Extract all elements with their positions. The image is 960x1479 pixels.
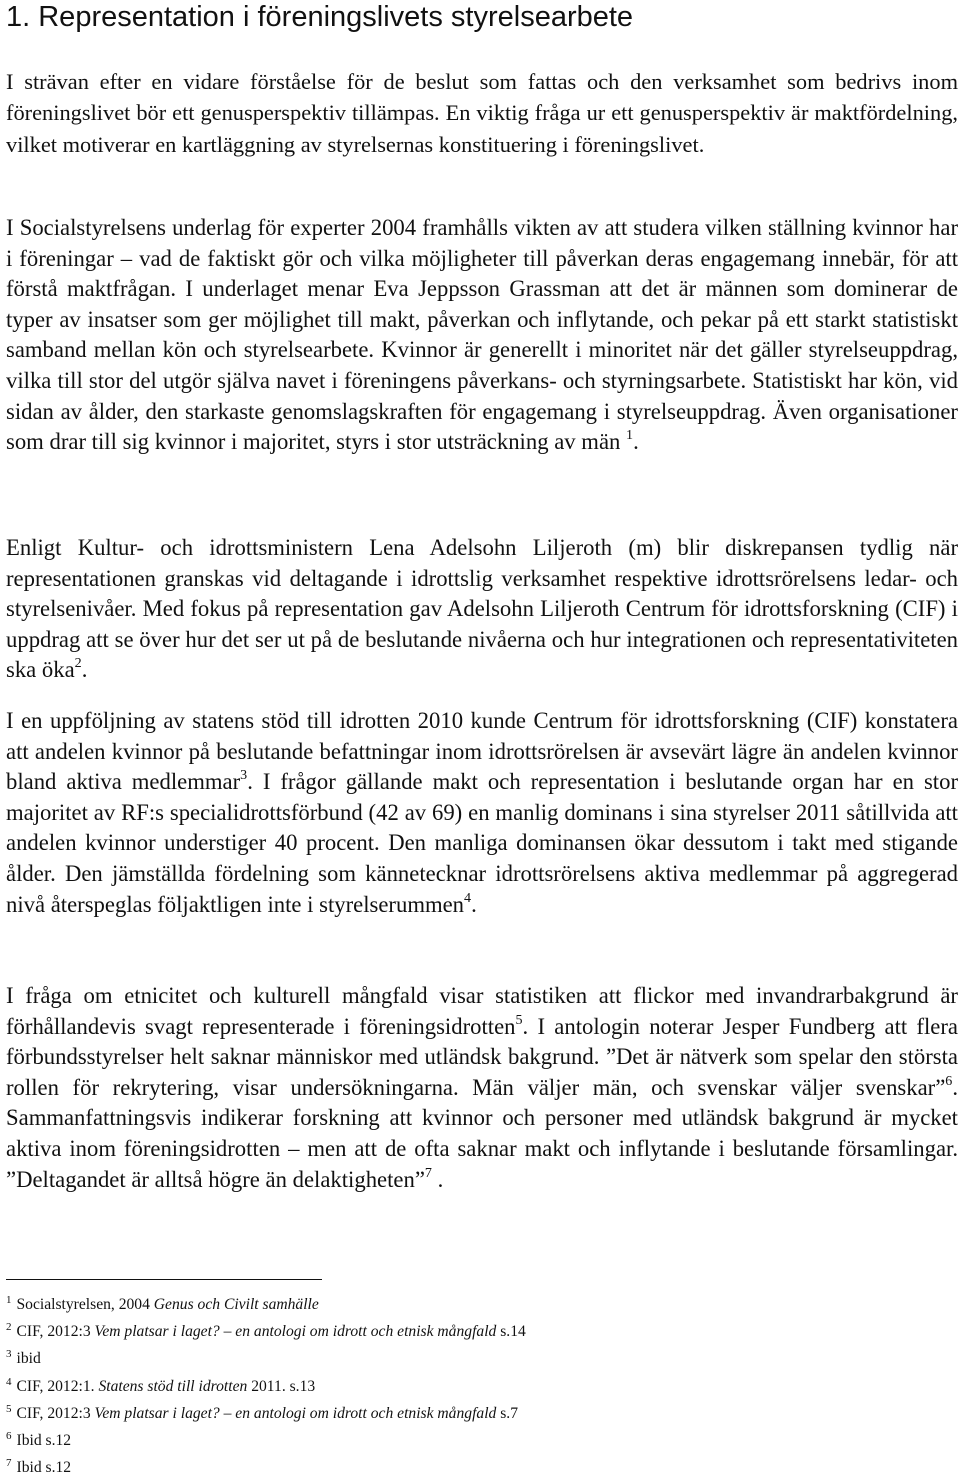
footnote-item: $^1$ Socialstyrelsen, 2004 Genus och Civilt samhälle <box>6 1294 319 1313</box>
footnote-number: 6 <box>6 1430 12 1443</box>
paragraph-uppfoljning: I en uppföljning av statens stöd till idrotten 2010 kunde Centrum för idrottsforskning (CIF) konstatera att andelen kvinnor på beslutande befattningar inom idrottsrörelsen är avsevärt lägre än andelen kvinnor bland aktiva medlemmar$^3$. I frågor gällande makt och representation i beslutande organ har en stor majoritet av RF:s specialidrottsförbund (42 av 69) en manlig dominans i sina styrelser 2011 såtillvida att andelen kvinnor understiger 40 procent. Den manliga dominansen ökar dessutom i takt med stigande ålder. Den jämställda fördelning som kännetecknar idrottsrörelsens aktiva medlemmar på aggregerad nivå återspeglas följaktligen inte i styrelserummen$^4$. <box>6 708 959 917</box>
footnote-ref-3[interactable]: 3 <box>240 767 248 784</box>
paragraph-socialstyrelsen: I Socialstyrelsens underlag för experter 2004 framhålls vikten av att studera vilken ställning kvinnor har i föreningar – vad de faktiskt gör och vilka möjligheter till påverkan deras engagemang innebär, för att förstå maktfrågan. I underlaget menar Eva Jeppsson Grassman att det är männen som dominerar de typer av insatser som ger möjlighet till makt, påverkan och inflytande, och pekar på ett starkt statistiskt samband mellan kön och styrelsearbete. Kvinnor är generellt i minoritet när det gäller styrelseuppdrag, vilka till stor del utgör själva navet i föreningens påverkans- och styrningsarbete. Statistiskt har kön, vid sidan av ålder, den starkaste genomslagskraften för engagemang i styrelseuppdrag. Även organisationer som drar till sig kvinnor i majoritet, styrs i stor utsträckning av män $^1$. <box>6 215 958 455</box>
paragraph-adelsohn: Enligt Kultur- och idrottsministern Lena Adelsohn Liljeroth (m) blir diskrepansen tydlig när representationen granskas vid deltagande i idrottslig verksamhet respektive idrottsrörelsens ledar- och styrelsenivåer. Med fokus på representation gav Adelsohn Liljeroth Centrum för idrottsforskning (CIF) i uppdrag att se över hur det ser ut på de beslutande nivåerna och hur integrationen och representativiteten ska öka$^2$. <box>6 535 958 683</box>
footnote-item: $^4$ CIF, 2012:1. Statens stöd till idrotten 2011. s.13 <box>6 1375 316 1395</box>
footnote-list <box>6 1289 526 1479</box>
footnote-item: $^7$ Ibid s.12 <box>6 1457 72 1477</box>
footnote-item: $^5$ CIF, 2012:3 Vem platsar i laget? – en antologi om idrott och etnisk mångfald s.7 <box>6 1402 519 1422</box>
footnote-ref-5[interactable]: 5 <box>515 1011 523 1028</box>
footnote-number: 3 <box>6 1348 12 1361</box>
footnote-number: 7 <box>6 1457 12 1470</box>
section-heading: 1. Representation i föreningslivets styrelsearbete <box>6 1 634 33</box>
paragraph-intro: I strävan efter en vidare förståelse för de beslut som fattas och den verksamhet som bedrivs inom föreningslivet bör ett genusperspektiv tillämpas. En viktig fråga ur ett genusperspektiv är maktfördelning, vilket motiverar en kartläggning av styrelsernas konstituering i föreningslivet. <box>6 69 958 157</box>
footnote-number: 1 <box>6 1294 12 1306</box>
footnote-ref-4[interactable]: 4 <box>464 889 472 906</box>
footnote-item: $^3$ ibid <box>6 1348 41 1368</box>
footnote-item: $^2$ CIF, 2012:3 Vem platsar i laget? – en antologi om idrott och etnisk mångfald s.14 <box>6 1321 526 1341</box>
footnote-number: 5 <box>6 1402 12 1415</box>
footnote-ref-1[interactable]: 1 <box>626 427 634 444</box>
footnote-ref-7[interactable]: 7 <box>424 1164 432 1181</box>
footnote-ref-2[interactable]: 2 <box>74 655 82 672</box>
footnote-number: 2 <box>6 1321 12 1334</box>
footnote-divider <box>6 1279 322 1280</box>
paragraph-etnicitet: I fråga om etnicitet och kulturell mångfald visar statistiken att flickor med invandrarbakgrund är förhållandevis svagt representerade i föreningsidrotten$^5$. I antologin noterar Jesper Fundberg att flera förbundsstyrelser helt saknar människor med utländsk bakgrund. ”Det är nätverk som spelar den största rollen för rekrytering, visar undersökningarna. Män väljer män, och svenskar väljer svenskar”$^6$. Sammanfattningsvis indikerar forskning att kvinnor och personer med utländsk bakgrund är mycket aktiva inom föreningsidrotten – men att de ofta saknar makt och inflytande i beslutande församlingar. ”Deltagandet är alltså högre än delaktigheten”$^7$ . <box>6 983 958 1192</box>
footnote-item: $^6$ Ibid s.12 <box>6 1430 72 1450</box>
footnote-number: 4 <box>6 1375 12 1388</box>
footnote-ref-6[interactable]: 6 <box>945 1072 953 1089</box>
